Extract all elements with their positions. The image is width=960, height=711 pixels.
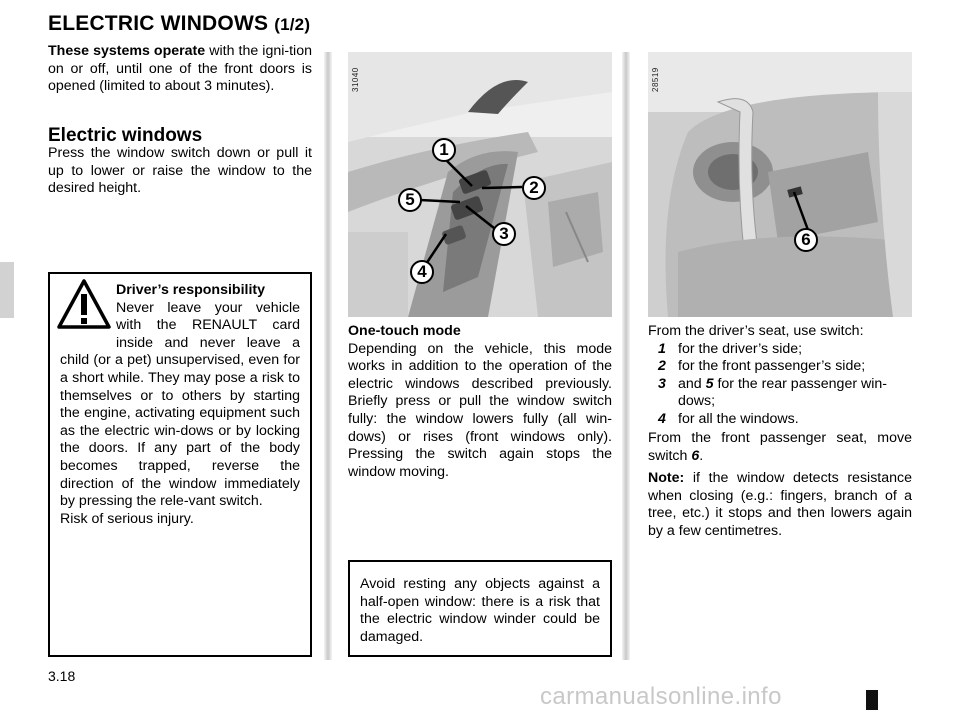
callout-2: 2 bbox=[522, 176, 546, 205]
chapter-tab bbox=[0, 262, 14, 318]
page-title: ELECTRIC WINDOWS (1/2) bbox=[48, 12, 311, 35]
callouts bbox=[348, 52, 612, 317]
passenger-door-photo bbox=[648, 52, 912, 317]
callout-3-leader bbox=[466, 206, 494, 228]
page-edge-marker bbox=[866, 690, 878, 710]
warning-text: Driver’s responsibility Never leave your vehicle with the RENAULT card inside and never leave a child (or a pet) unsupervised, even for a short while. They may pose a risk to themselves or to others by starting the engine, activating equipment such as the electric win-dows or by locking the doors. If any part of the body becomes trapped, reverse the direction of the window immediately by pressing the rele-vant switch. Risk of serious injury. bbox=[60, 282, 300, 527]
list-item: 2 for the front passenger’s side; bbox=[658, 358, 866, 375]
photo-reference: 31040 bbox=[351, 67, 360, 92]
callout-6-leader bbox=[794, 192, 808, 230]
callout-5-leader bbox=[420, 200, 460, 202]
section-heading-electric-windows: Electric windows bbox=[48, 125, 203, 146]
driver-seat-section: From the driver’s seat, use switch: 1 for the driver’s side; 2 for the front passenger’s side; 3 and 5 for the rear passenger win-dows; 4 for all the windows. bbox=[648, 323, 912, 429]
warning-box bbox=[48, 272, 312, 657]
caution-text: Avoid resting any objects against a half-open window: there is a risk that the electric window winder could be damaged. bbox=[360, 576, 600, 645]
electric-windows-text: Press the window switch down or pull it up to lower or raise the window to the desired height. bbox=[48, 145, 312, 197]
column-divider bbox=[622, 52, 630, 660]
callout-6: 6 bbox=[794, 228, 818, 257]
one-touch-section: One-touch mode Depending on the vehicle, this mode works in addition to the operation of the electric windows described previously. Briefly press or pull the window switch fully: the window lowers fully (all win-dows) or rises (front windows only). Pressing the switch again stops the window moving. bbox=[348, 323, 612, 480]
callout-2-leader bbox=[482, 187, 522, 188]
door-switch-photo bbox=[348, 52, 612, 317]
photo-reference: 28519 bbox=[651, 67, 660, 92]
page-number: 3.18 bbox=[48, 668, 76, 684]
list-item: 3 and 5 for the rear passenger win-dows; bbox=[658, 375, 888, 410]
column-divider bbox=[324, 52, 332, 660]
callouts bbox=[648, 52, 912, 317]
callout-5: 5 bbox=[398, 188, 422, 217]
note-paragraph: Note: if the window detects resistance when closing (e.g.: fingers, branch of a tree, etc.) it stops and then lowers again by a few centimetres. bbox=[648, 470, 912, 539]
intro-paragraph: These systems operate with the igni-tion on or off, until one of the front doors is opened (limited to about 3 minutes). bbox=[48, 43, 312, 95]
watermark: carmanualsonline.info bbox=[540, 683, 782, 710]
list-item: 4 for all the windows. bbox=[658, 410, 799, 427]
caution-box bbox=[348, 560, 612, 657]
callout-1: 1 bbox=[432, 138, 456, 167]
passenger-seat-text: From the front passenger seat, move switch 6. bbox=[648, 430, 912, 464]
list-item: 1 for the driver’s side; bbox=[658, 340, 803, 357]
callout-4: 4 bbox=[410, 260, 434, 289]
callout-3: 3 bbox=[492, 222, 516, 251]
